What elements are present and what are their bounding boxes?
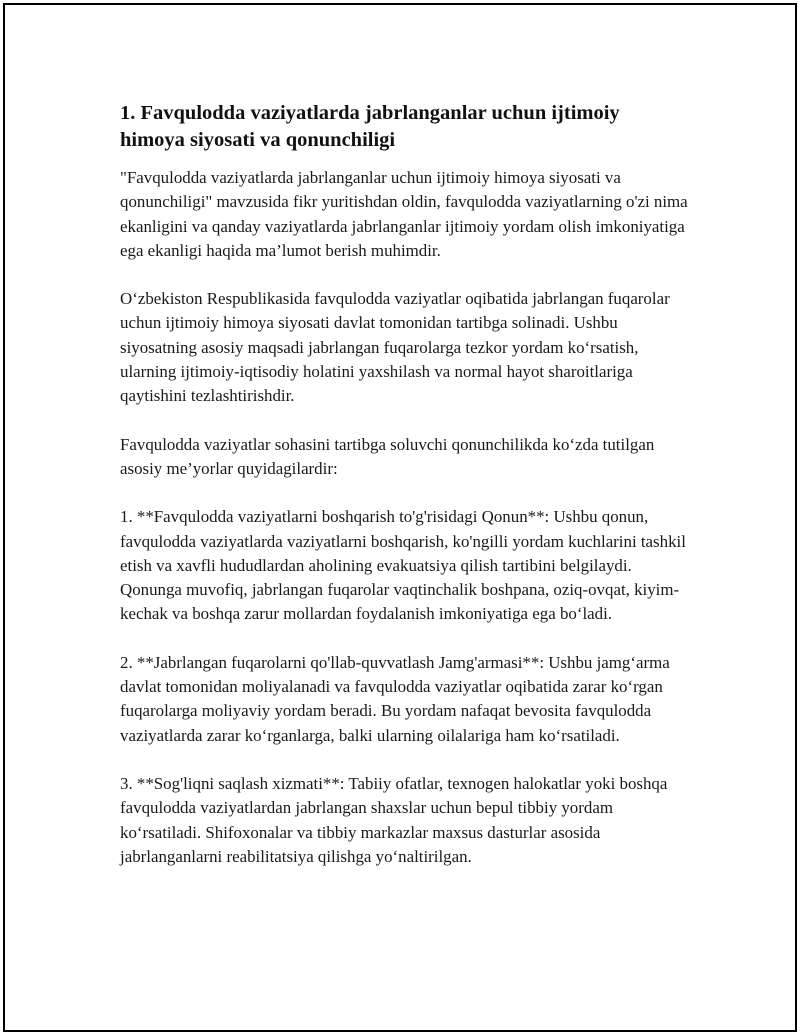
- section-heading-line-1: 1. Favqulodda vaziyatlarda jabrlanganlar uchun ijtimoiy: [120, 102, 620, 124]
- list-item-health-service: 3. **Sog'liqni saqlash xizmati**: Tabiiy ofatlar, texnogen halokatlar yoki boshqa favqulodda vaziyatlardan jabrlangan shaxslar uchun bepul tibbiy yordam ko‘rsatiladi. Shifoxonalar va tibbiy markazlar maxsus dasturlar asosida jabrlanganlarni reabilitatsiya qilishga yo‘naltirilgan.: [120, 773, 668, 866]
- section-heading-line-2: himoya siyosati va qonunchiligi: [120, 129, 396, 151]
- document-body: [120, 100, 690, 893]
- section-heading: [120, 100, 690, 154]
- norms-intro-paragraph: Favqulodda vaziyatlar sohasini tartibga soluvchi qonunchilikda ko‘zda tutilgan asosiy me’yorlar quyidagilardir:: [120, 434, 655, 478]
- list-item-support-fund: 2. **Jabrlangan fuqarolarni qo'llab-quvvatlash Jamg'armasi**: Ushbu jamg‘arma davlat tomonidan moliyalanadi va favqulodda vaziyatlar oqibatida zarar ko‘rgan fuqarolarga moliyaviy yordam beradi. Bu yordam nafaqat bevosita favqulodda vaziyatlarda zarar ko‘rganlarga, balki ularning oilalariga ham ko‘rsatiladi.: [120, 652, 670, 745]
- document-page: [3, 3, 797, 1032]
- intro-paragraph: "Favqulodda vaziyatlarda jabrlanganlar uchun ijtimoiy himoya siyosati va qonunchiligi" mavzusida fikr yuritishdan oldin, favqulodda vaziyatlarning o'zi nima ekanligini va qanday vaziyatlarda jabrlanganlar ijtimoiy yordam olish imkoniyatiga ega ekanligi haqida ma’lumot berish muhimdir.: [120, 168, 688, 260]
- policy-paragraph: O‘zbekiston Respublikasida favqulodda vaziyatlar oqibatida jabrlangan fuqarolar uchun ijtimoiy himoya siyosati davlat tomonidan tartibga solinadi. Ushbu siyosatning asosiy maqsadi jabrlangan fuqarolarga tezkor yordam ko‘rsatish, ularning ijtimoiy-iqtisodiy holatini yaxshilash va normal hayot sharoitlariga qaytishini tezlashtirishdir.: [120, 289, 670, 406]
- list-item-emergency-law: 1. **Favqulodda vaziyatlarni boshqarish to'g'risidagi Qonun**: Ushbu qonun, favqulodda vaziyatlarda vaziyatlarni boshqarish, ko'ngilli yordam kuchlarini tashkil etish va xavfli hududlardan aholining evakuatsiya qilish tartibini belgilaydi. Qonunga muvofiq, jabrlangan fuqarolar vaqtinchalik boshpana, oziq-ovqat, kiyim-kechak va boshqa zarur mollardan foydalanish imkoniyatiga ega bo‘ladi.: [120, 507, 686, 624]
